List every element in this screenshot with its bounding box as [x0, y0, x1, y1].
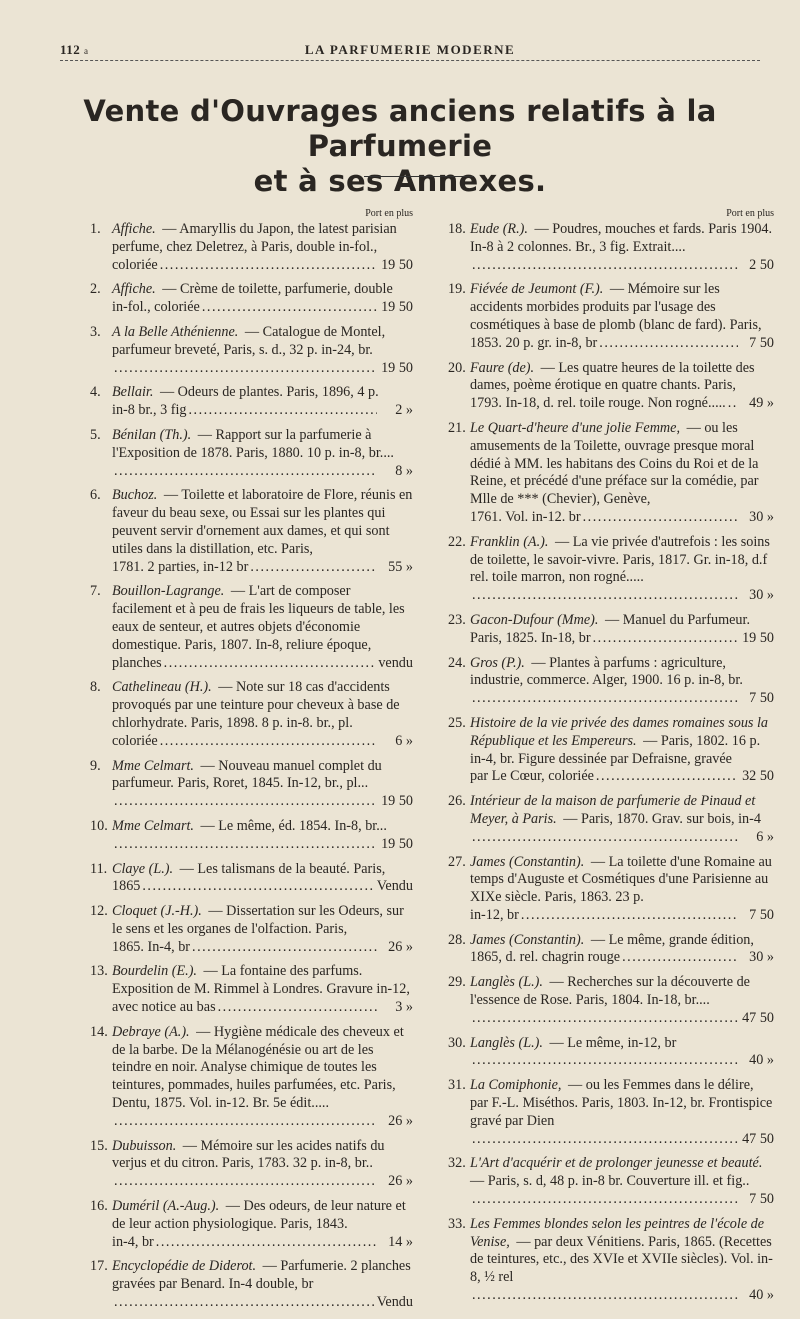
dot-leader	[593, 630, 738, 648]
dot-leader	[472, 829, 738, 847]
catalogue-entry	[448, 1077, 774, 1148]
catalogue-entry	[448, 1035, 774, 1071]
entry-description-end: coloriée	[112, 732, 158, 749]
entry-number: 8.	[90, 679, 101, 696]
entry-text: Cloquet (J.-H.). — Dissertation sur les Odeurs, sur le sens et les organes de l'olfaction. Paris, 1865. In-4, br ..... 26 »	[112, 903, 413, 956]
entry-description: Manuel du Parfumeur.	[622, 611, 750, 628]
entry-number: 11.	[90, 860, 108, 877]
entry-author-title: Le Quart-d'heure d'une jolie Femme,	[470, 419, 681, 436]
entry-number: 24.	[448, 654, 466, 671]
right-column	[448, 205, 774, 1312]
entry-description: ou les amusements de la Toilette, ouvrage presque moral dédié à MM. les habitans des Coins du Roi et de la Reine, et précédé d'une préface sur la comédie, par Mlle de *** (Chevier), Genève,	[470, 419, 759, 508]
entry-author-title: Franklin (A.).	[470, 533, 549, 550]
entry-price: 26 »	[388, 1112, 413, 1129]
entry-number: 5.	[90, 426, 101, 443]
catalogue-entry	[448, 793, 774, 846]
entry-number: 27.	[448, 853, 466, 870]
catalogue-entry	[448, 534, 774, 605]
catalogue-entry	[448, 974, 774, 1027]
catalogue-entry	[90, 324, 413, 377]
entry-description: Mémoire sur les acides natifs du verjus et du citron. Paris, 1783. 32 p. in-8, br..	[112, 1137, 385, 1172]
dot-leader	[114, 1173, 377, 1191]
catalogue-entry	[448, 715, 774, 786]
dot-leader	[596, 768, 738, 786]
entry-price: 19 50	[381, 793, 413, 810]
entry-description-end: in-8 br., 3 fig	[112, 402, 187, 419]
entry-number: 3.	[90, 323, 101, 340]
entry-number: 29.	[448, 974, 466, 991]
entry-description-end: 1865	[112, 878, 141, 895]
entry-text: Dubuisson. — Mémoire sur les acides natifs du verjus et du citron. Paris, 1783. 32 p. in-8, br.. ..... 26 »	[112, 1138, 413, 1191]
title-rule	[364, 176, 474, 177]
entry-price: 30 »	[749, 508, 774, 525]
entry-description-end: 1853. 20 p. gr. in-8, br	[470, 334, 598, 351]
entry-description-end: 1793. In-18, d. rel. toile rouge. Non rogné.....	[470, 395, 726, 412]
entry-price: 19 50	[381, 256, 413, 273]
entry-price: 19 50	[742, 629, 774, 646]
entry-number: 4.	[90, 384, 101, 401]
entry-author-title: La Comiphonie,	[470, 1077, 562, 1094]
entry-description: Toilette et laboratoire de Flore, réunis en faveur du beau sexe, ou Essai sur les plantes qui peuvent servir d'ornement aux dames, et qui sont utiles dans la distillation, etc. Paris,	[112, 487, 413, 557]
entry-author-title: Cloquet (J.-H.).	[112, 903, 202, 920]
entry-description: Paris, 1870. Grav. sur bois, in-4	[580, 810, 761, 827]
catalogue-entry	[90, 487, 413, 576]
entry-author-title: Les Femmes blondes selon les peintres de l'école de Venise,	[470, 1215, 765, 1250]
entry-number: 18.	[448, 221, 466, 237]
entry-author-title: Bellair.	[112, 384, 154, 401]
entry-number: 14.	[90, 1023, 108, 1040]
entry-number: 28.	[448, 931, 466, 948]
entry-author-title: Buchoz.	[112, 487, 158, 504]
entry-price: 32 50	[742, 768, 774, 785]
entry-description: Les talismans de la beauté. Paris,	[197, 860, 386, 877]
entry-price: 2 50	[749, 256, 774, 273]
dot-leader	[114, 836, 377, 854]
entry-description: L'art de composer facilement et à peu de frais les liqueurs de table, les eaux de senteur, et autres objets d'économie domestique. Paris, 1807. In-8, reliure époque,	[112, 583, 405, 653]
catalogue-entry	[448, 655, 774, 708]
entry-author-title: Bouillon-Lagrange.	[112, 583, 225, 600]
entry-text: Gacon-Dufour (Mme). — Manuel du Parfumeur. Paris, 1825. In-18, br ..... 19 50	[470, 612, 774, 648]
dot-leader	[472, 1010, 738, 1028]
entry-number: 13.	[90, 963, 108, 980]
entry-author-title: Claye (L.).	[112, 860, 174, 877]
entry-number: 20.	[448, 359, 466, 376]
entry-description-end: planches	[112, 654, 162, 671]
entry-author-title: Gacon-Dufour (Mme).	[470, 611, 599, 628]
entry-description: Amaryllis du Japon, the latest parisian perfume, chez Deletrez, à Paris, double in-fol.,	[112, 221, 397, 255]
dot-leader	[164, 655, 377, 673]
entry-number: 22.	[448, 533, 466, 550]
dot-leader	[114, 360, 377, 378]
entry-description: Le même, in-12, br	[567, 1034, 677, 1051]
entry-description-end: 1865, d. rel. chagrin rouge	[470, 949, 621, 966]
catalogue-entry	[90, 281, 413, 317]
entry-author-title: Affiche.	[112, 221, 156, 237]
entry-price: 3 »	[395, 999, 413, 1016]
entry-text: Fiévée de Jeumont (F.). — Mémoire sur les accidents morbides produits par l'usage des cosmétiques à base de plomb (blanc de fard). Paris, 1853. 20 p. gr. in-8, br ..... 7 50	[470, 281, 774, 352]
entry-text: Gros (P.). — Plantes à parfums : agriculture, industrie, commerce. Alger, 1900. 16 p. in-8, br. ..... 7 50	[470, 655, 774, 708]
dot-leader	[472, 257, 738, 275]
entry-text: Bellair. — Odeurs de plantes. Paris, 1896, 4 p. in-8 br., 3 fig ..... 2 »	[112, 384, 413, 420]
entry-text: Debraye (A.). — Hygiène médicale des cheveux et de la barbe. De la Mélanogénésie ou art de les teindre en noir. Analyse chimique de toutes les teintures, pommades, huiles parfumées, etc. Paris, Dentu, 1875. Vol. in-12. Br. 5e édit..... ..... 26 »	[112, 1024, 413, 1131]
entry-description: par deux Vénitiens. Paris, 1865. (Recettes de teintures, etc., des XVIe et XVIIe siècles). Vol. in-8, ½ rel	[470, 1233, 773, 1286]
catalogue-entry	[90, 1024, 413, 1131]
entry-number: 32.	[448, 1155, 466, 1172]
dot-leader	[202, 299, 377, 317]
entry-price: 6 »	[395, 732, 413, 749]
catalogue-entry	[90, 384, 413, 420]
entry-author-title: Mme Celmart.	[112, 757, 194, 774]
entry-price: Vendu	[376, 1294, 413, 1311]
catalogue-entry	[90, 1198, 413, 1251]
entry-description-end: in-12, br	[470, 906, 519, 923]
entry-number: 30.	[448, 1034, 466, 1051]
entry-text: Mme Celmart. — Nouveau manuel complet du parfumeur. Paris, Roret, 1845. In-12, br., pl... ..... 19 50	[112, 758, 413, 811]
entry-text: Affiche. — Amaryllis du Japon, the latest parisian perfume, chez Deletrez, à Paris, double in-fol., coloriée ..... 19 50	[112, 221, 413, 274]
entry-number: 23.	[448, 611, 466, 628]
entry-author-title: Affiche.	[112, 281, 156, 298]
entry-description-end: 1865. In-4, br	[112, 938, 191, 955]
dot-leader	[114, 1294, 375, 1312]
entry-number: 19.	[448, 281, 466, 298]
entry-description: Parfumerie. 2 planches gravées par Benard. In-4 double, br	[112, 1258, 411, 1293]
entry-description-end: coloriée	[112, 256, 158, 273]
entry-number: 31.	[448, 1077, 466, 1094]
entry-author-title: Cathelineau (H.).	[112, 679, 212, 696]
entry-text: Le Quart-d'heure d'une jolie Femme, — ou les amusements de la Toilette, ouvrage presque moral dédié à MM. les habitans des Coins du Roi et de la Reine, et précédé d'une préface sur la comédie, par Mlle de *** (Chevier), Genève, 1761. Vol. in-12. br ..... 30 »	[470, 420, 774, 527]
catalogue-entry	[90, 679, 413, 750]
entry-author-title: Bourdelin (E.).	[112, 963, 197, 980]
entry-number: 9.	[90, 757, 101, 774]
entry-description: Poudres, mouches et fards. Paris 1904. In-8 à 2 colonnes. Br., 3 fig. Extrait....	[470, 221, 773, 255]
dot-leader	[114, 463, 377, 481]
dot-leader	[472, 1052, 738, 1070]
dot-leader	[114, 1113, 377, 1131]
entry-author-title: Fiévée de Jeumont (F.).	[470, 281, 604, 298]
entry-description: Hygiène médicale des cheveux et de la barbe. De la Mélanogénésie ou art de les teindre en noir. Analyse chimique de toutes les teintures, pommades, huiles parfumées, etc. Paris, Dentu, 1875. Vol. in-12. Br. 5e édit.....	[112, 1023, 404, 1112]
catalogue-entry	[90, 221, 413, 274]
column-heading: Port en plus	[365, 208, 413, 219]
entry-price: 19 50	[381, 359, 413, 376]
catalogue-entry	[448, 420, 774, 527]
entry-author-title: Mme Celmart.	[112, 817, 194, 834]
entry-price: 47 50	[742, 1130, 774, 1147]
entry-description: ou les Femmes dans le délire, par F.-L. Miséthos. Paris, 1803. In-12, br. Frontispice gravé par Dien	[470, 1077, 773, 1129]
page-header	[60, 40, 760, 62]
entry-price: 6 »	[756, 828, 774, 845]
dot-leader	[472, 1131, 738, 1149]
catalogue-entry	[448, 1155, 774, 1208]
entry-author-title: James (Constantin).	[470, 931, 585, 948]
left-column	[90, 205, 413, 1319]
entry-description: Dissertation sur les Odeurs, sur le sens et les organes de l'olfaction. Paris,	[112, 903, 404, 937]
entry-description: Paris, 1802. 16 p. in-4, br. Figure dessinée par Defraisne, gravée	[470, 732, 761, 767]
entry-description-end: in-fol., coloriée	[112, 299, 200, 316]
entry-price: 7 50	[749, 334, 774, 351]
page-number: 112 a	[60, 42, 89, 57]
entry-text: Buchoz. — Toilette et laboratoire de Flore, réunis en faveur du beau sexe, ou Essai sur les plantes qui peuvent servir d'ornement aux dames, et qui sont utiles dans la distillation, etc. Paris, 1781. 2 parties, in-12 br ..... 55 »	[112, 487, 413, 576]
entry-price: 30 »	[749, 587, 774, 604]
entry-price: 26 »	[388, 938, 413, 955]
dot-leader	[728, 395, 738, 413]
entry-author-title: Faure (de).	[470, 359, 535, 376]
entry-description-end: par Le Cœur, coloriée	[470, 768, 594, 785]
dot-leader	[160, 257, 377, 275]
dot-leader	[114, 793, 377, 811]
entry-number: 33.	[448, 1215, 466, 1232]
entry-text: Cathelineau (H.). — Note sur 18 cas d'accidents provoqués par une teinture pour cheveux à base de chlorhydrate. Paris, 1898. 8 p. in-8. br., pl. coloriée ..... 6 »	[112, 679, 413, 750]
entry-number: 6.	[90, 487, 101, 504]
entry-text: Duméril (A.-Aug.). — Des odeurs, de leur nature et de leur action physiologique. Paris, 1843. in-4, br ..... 14 »	[112, 1198, 413, 1251]
entry-text: Eude (R.). — Poudres, mouches et fards. Paris 1904. In-8 à 2 colonnes. Br., 3 fig. Extrait.... ..... 2 50	[470, 221, 774, 274]
entry-description-end: Paris, 1825. In-18, br	[470, 629, 591, 646]
entry-description: La toilette d'une Romaine au temps d'Auguste et Cosmétiques d'une Parisienne au XIXe siècle. Paris, 1863. 23 p.	[470, 853, 772, 906]
entry-number: 26.	[448, 793, 466, 810]
entry-text: Bouillon-Lagrange. — L'art de composer facilement et à peu de frais les liqueurs de table, les eaux de senteur, et autres objets d'économie domestique. Paris, 1807. In-8, reliure époque, planches ..... vendu	[112, 583, 413, 672]
entry-number: 12.	[90, 903, 108, 920]
entry-price: 7 50	[749, 1191, 774, 1208]
entry-text: Les Femmes blondes selon les peintres de l'école de Venise, — par deux Vénitiens. Paris, 1865. (Recettes de teintures, etc., des XVIe et XVIIe siècles). Vol. in-8, ½ rel ..... 40 »	[470, 1216, 774, 1305]
entry-price: 7 50	[749, 906, 774, 923]
catalogue-entry	[90, 427, 413, 480]
entry-author-title: Eude (R.).	[470, 221, 528, 237]
entry-author-title: James (Constantin).	[470, 853, 585, 870]
dot-leader	[472, 1191, 738, 1209]
entry-author-title: L'Art d'acquérir et de prolonger jeunesse et beauté.	[470, 1155, 763, 1172]
entry-price: 55 »	[388, 558, 413, 575]
entry-number: 1.	[90, 221, 101, 237]
article-title	[40, 94, 760, 199]
entry-author-title: Dubuisson.	[112, 1137, 177, 1154]
dot-leader	[472, 1287, 738, 1305]
entry-price: 30 »	[749, 949, 774, 966]
entry-text: James (Constantin). — Le même, grande édition, 1865, d. rel. chagrin rouge ..... 30 »	[470, 932, 774, 968]
column-heading: Port en plus	[726, 208, 774, 219]
entry-text: Bourdelin (E.). — La fontaine des parfums. Exposition de M. Rimmel à Londres. Gravure in-12, avec notice au bas ..... 3 »	[112, 963, 413, 1016]
title-line-1: Vente d'Ouvrages anciens relatifs à la Parfumerie	[83, 94, 717, 163]
entry-text: Encyclopédie de Diderot. — Parfumerie. 2 planches gravées par Benard. In-4 double, br ..... Vendu	[112, 1258, 413, 1311]
entry-price: 26 »	[388, 1173, 413, 1190]
entry-author-title: Histoire de la vie privée des dames romaines sous la République et les Empereurs.	[470, 714, 769, 749]
entry-author-title: Langlès (L.).	[470, 974, 543, 991]
entry-author-title: Debraye (A.).	[112, 1023, 190, 1040]
title-line-2: et à ses Annexes.	[253, 164, 547, 198]
entry-author-title: Encyclopédie de Diderot.	[112, 1258, 257, 1275]
dot-leader	[160, 733, 377, 751]
entry-description: Nouveau manuel complet du parfumeur. Paris, Roret, 1845. In-12, br., pl...	[112, 757, 382, 792]
dot-leader	[599, 335, 738, 353]
catalogue-entry	[90, 861, 413, 897]
entry-author-title: Gros (P.).	[470, 654, 525, 671]
dot-leader	[156, 1234, 377, 1252]
entry-text: L'Art d'acquérir et de prolonger jeunesse et beauté. — Paris, s. d, 48 p. in-8 br. Couverture ill. et fig.. ..... 7 50	[470, 1155, 774, 1208]
catalogue-entry	[448, 360, 774, 413]
entry-description: Odeurs de plantes. Paris, 1896, 4 p.	[177, 384, 379, 401]
entry-price: 19 50	[381, 835, 413, 852]
entry-text: La Comiphonie, — ou les Femmes dans le délire, par F.-L. Miséthos. Paris, 1803. In-12, br. Frontispice gravé par Dien ..... 47 50	[470, 1077, 774, 1148]
entry-description: La fontaine des parfums. Exposition de M. Rimmel à Londres. Gravure in-12,	[112, 963, 410, 998]
entry-text: James (Constantin). — La toilette d'une Romaine au temps d'Auguste et Cosmétiques d'une Parisienne au XIXe siècle. Paris, 1863. 23 p. in-12, br ..... 7 50	[470, 854, 774, 925]
catalogue-entry	[90, 1138, 413, 1191]
entry-text: Mme Celmart. — Le même, éd. 1854. In-8, br... ..... 19 50	[112, 818, 413, 854]
entry-description-end: in-4, br	[112, 1233, 154, 1250]
entry-text: Franklin (A.). — La vie privée d'autrefois : les soins de toilette, le savoir-vivre. Paris, 1817. Gr. in-18, d.f rel. toile marron, non rogné..... ..... 30 »	[470, 534, 774, 605]
catalogue-entry	[90, 963, 413, 1016]
entry-text: Langlès (L.). — Le même, in-12, br ..... 40 »	[470, 1035, 774, 1071]
catalogue-entry	[90, 818, 413, 854]
entry-description: La vie privée d'autrefois : les soins de toilette, le savoir-vivre. Paris, 1817. Gr. in-18, d.f rel. toile marron, non rogné.....	[470, 533, 770, 586]
entry-description-end: 1781. 2 parties, in-12 br	[112, 558, 249, 575]
entry-price: 49 »	[749, 395, 774, 412]
catalogue-entry	[448, 612, 774, 648]
entry-description: Note sur 18 cas d'accidents provoqués par une teinture pour cheveux à base de chlorhydrate. Paris, 1898. 8 p. in-8. br., pl.	[112, 679, 400, 731]
dot-leader	[472, 587, 738, 605]
entry-description-end: 1761. Vol. in-12. br	[470, 508, 581, 525]
entry-text: Intérieur de la maison de parfumerie de Pinaud et Meyer, à Paris. — Paris, 1870. Grav. sur bois, in-4 ..... 6 »	[470, 793, 774, 846]
dot-leader	[622, 949, 738, 967]
dot-leader	[472, 690, 738, 708]
entry-text: A la Belle Athénienne. — Catalogue de Montel, parfumeur breveté, Paris, s. d., 32 p. in-24, br. ..... 19 50	[112, 324, 413, 377]
entry-number: 2.	[90, 281, 101, 298]
entry-author-title: Bénilan (Th.).	[112, 426, 192, 443]
entry-description: Plantes à parfums : agriculture, industrie, commerce. Alger, 1900. 16 p. in-8, br.	[470, 654, 743, 689]
dot-leader	[521, 907, 738, 925]
catalogue-entry	[90, 583, 413, 672]
catalogue-entry	[90, 1258, 413, 1311]
entry-number: 15.	[90, 1137, 108, 1154]
entry-author-title: Duméril (A.-Aug.).	[112, 1198, 220, 1215]
entry-price: 40 »	[749, 1287, 774, 1304]
entry-price: 19 50	[381, 299, 413, 316]
entry-text: Langlès (L.). — Recherches sur la découverte de l'essence de Rose. Paris, 1804. In-18, br.... ..... 47 50	[470, 974, 774, 1027]
dot-leader	[583, 509, 738, 527]
entry-author-title: A la Belle Athénienne.	[112, 323, 239, 340]
entry-number: 16.	[90, 1198, 108, 1215]
running-title: LA PARFUMERIE MODERNE	[304, 42, 516, 57]
catalogue-entry	[448, 221, 774, 274]
entry-description: Des odeurs, de leur nature et de leur action physiologique. Paris, 1843.	[112, 1198, 406, 1232]
catalogue-entry	[90, 903, 413, 956]
entry-price: vendu	[378, 654, 413, 671]
entry-description: Paris, s. d, 48 p. in-8 br. Couverture ill. et fig..	[487, 1173, 750, 1190]
dot-leader	[218, 999, 377, 1017]
entry-price: Vendu	[376, 878, 413, 895]
header-rule	[60, 60, 760, 61]
entry-price: 14 »	[388, 1233, 413, 1250]
dot-leader	[250, 559, 377, 577]
entry-description: Le même, grande édition,	[608, 931, 754, 948]
entry-text: Bénilan (Th.). — Rapport sur la parfumerie à l'Exposition de 1878. Paris, 1880. 10 p. in-8, br.... ..... 8 »	[112, 427, 413, 480]
entry-number: 7.	[90, 583, 101, 600]
entry-price: 47 50	[742, 1009, 774, 1026]
entry-text: Histoire de la vie privée des dames romaines sous la République et les Empereurs. — Paris, 1802. 16 p. in-4, br. Figure dessinée par Defraisne, gravée par Le Cœur, coloriée ..... 32 50	[470, 715, 774, 786]
entry-text: Affiche. — Crème de toilette, parfumerie, double in-fol., coloriée ..... 19 50	[112, 281, 413, 317]
entry-number: 21.	[448, 419, 466, 436]
catalogue-entry	[90, 758, 413, 811]
catalogue-entry	[448, 854, 774, 925]
catalogue-entry	[448, 932, 774, 968]
entry-description: Le même, éd. 1854. In-8, br...	[218, 817, 387, 834]
dot-leader	[142, 878, 374, 896]
entry-description: Catalogue de Montel, parfumeur breveté, Paris, s. d., 32 p. in-24, br.	[112, 323, 386, 358]
entry-description: Mémoire sur les accidents morbides produits par l'usage des cosmétiques à base de plomb (blanc de fard). Paris,	[470, 281, 762, 333]
entry-price: 8 »	[395, 462, 413, 479]
catalogue-entry	[448, 281, 774, 352]
entry-number: 17.	[90, 1258, 108, 1275]
entry-author-title: Intérieur de la maison de parfumerie de Pinaud et Meyer, à Paris.	[470, 793, 756, 827]
entry-text: Claye (L.). — Les talismans de la beauté. Paris, 1865 ..... Vendu	[112, 861, 413, 897]
entry-description: Recherches sur la découverte de l'essence de Rose. Paris, 1804. In-18, br....	[470, 974, 750, 1009]
entry-description: Crème de toilette, parfumerie, double	[180, 281, 393, 298]
entry-price: 2 »	[395, 402, 413, 419]
entry-description: Les quatre heures de la toilette des dames, poème érotique en quatre chants. Paris,	[470, 359, 755, 394]
entry-price: 40 »	[749, 1052, 774, 1069]
entry-text: Faure (de). — Les quatre heures de la toilette des dames, poème érotique en quatre chants. Paris, 1793. In-18, d. rel. toile rouge. Non rogné..... ..... 49 »	[470, 360, 774, 413]
catalogue-entry	[448, 1216, 774, 1305]
dot-leader	[188, 402, 377, 420]
entry-price: 7 50	[749, 690, 774, 707]
entry-author-title: Langlès (L.).	[470, 1034, 543, 1051]
entry-number: 10.	[90, 817, 108, 834]
entry-description: Rapport sur la parfumerie à l'Exposition de 1878. Paris, 1880. 10 p. in-8, br....	[112, 426, 394, 461]
entry-number: 25.	[448, 714, 466, 731]
dot-leader	[192, 939, 377, 957]
entry-description-end: avec notice au bas	[112, 999, 216, 1016]
